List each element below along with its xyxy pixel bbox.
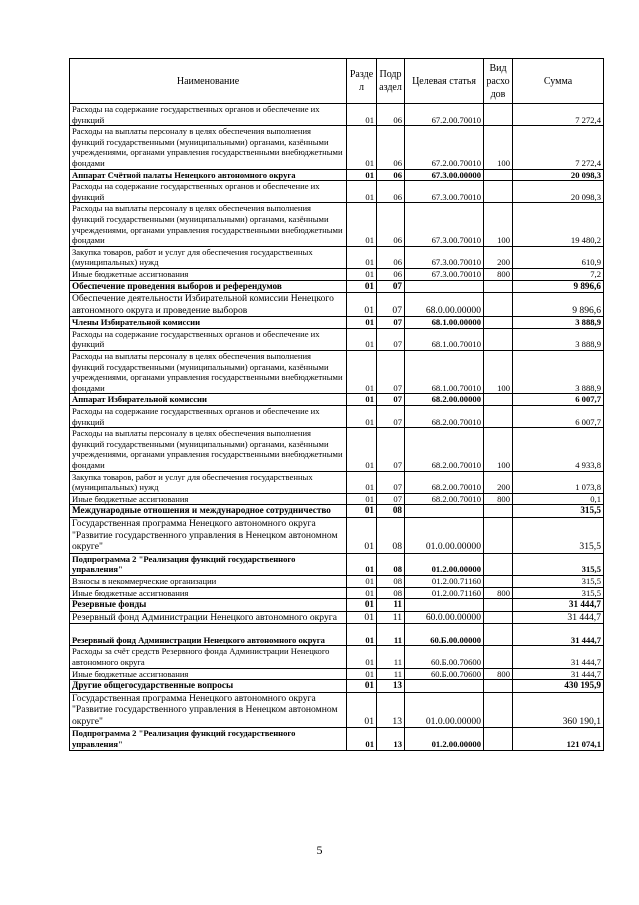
cell-podrazdel: 08 xyxy=(377,517,405,553)
cell-sum: 360 190,1 xyxy=(513,692,604,728)
cell-name: Иные бюджетные ассигнования xyxy=(70,668,347,680)
cell-vid xyxy=(484,517,513,553)
cell-sum: 7,2 xyxy=(513,268,604,280)
cell-sum: 430 195,9 xyxy=(513,680,604,693)
cell-vid xyxy=(484,169,513,181)
cell-podrazdel: 07 xyxy=(377,328,405,350)
cell-podrazdel: 06 xyxy=(377,203,405,246)
table-row xyxy=(70,428,604,471)
cell-sum: 121 074,1 xyxy=(513,728,604,750)
cell-name: Государственная программа Ненецкого автономного округа "Развитие государственного управления в Ненецком автономном округе" xyxy=(70,517,347,553)
cell-sum: 610,9 xyxy=(513,246,604,268)
table-row xyxy=(70,646,604,668)
cell-article: 60.Б.00.00000 xyxy=(405,624,484,646)
cell-sum: 0,1 xyxy=(513,493,604,505)
cell-name: Резервный фонд Администрации Ненецкого автономного округа xyxy=(70,624,347,646)
table-row xyxy=(70,611,604,624)
cell-name: Члены Избирательной комиссии xyxy=(70,317,347,329)
table-row xyxy=(70,104,604,126)
cell-name: Иные бюджетные ассигнования xyxy=(70,587,347,599)
cell-name: Резервный фонд Администрации Ненецкого автономного округа xyxy=(70,611,347,624)
cell-razdel: 01 xyxy=(347,692,377,728)
cell-sum: 315,5 xyxy=(513,575,604,587)
cell-podrazdel: 06 xyxy=(377,104,405,126)
cell-razdel: 01 xyxy=(347,181,377,203)
cell-razdel: 01 xyxy=(347,394,377,406)
cell-razdel: 01 xyxy=(347,246,377,268)
cell-razdel: 01 xyxy=(347,293,377,317)
table-row xyxy=(70,471,604,493)
cell-podrazdel: 08 xyxy=(377,505,405,518)
budget-table-sheet xyxy=(69,58,603,751)
cell-vid: 100 xyxy=(484,428,513,471)
cell-article: 67.3.00.70010 xyxy=(405,203,484,246)
cell-sum: 3 888,9 xyxy=(513,328,604,350)
header-name: Наименование xyxy=(70,59,347,104)
cell-name: Резервные фонды xyxy=(70,599,347,612)
table-row xyxy=(70,587,604,599)
cell-razdel: 01 xyxy=(347,203,377,246)
cell-razdel: 01 xyxy=(347,406,377,428)
cell-podrazdel: 07 xyxy=(377,493,405,505)
cell-sum: 7 272,4 xyxy=(513,126,604,169)
cell-podrazdel: 06 xyxy=(377,268,405,280)
cell-sum: 315,5 xyxy=(513,553,604,575)
cell-sum: 9 896,6 xyxy=(513,293,604,317)
cell-razdel: 01 xyxy=(347,611,377,624)
cell-article: 01.0.00.00000 xyxy=(405,517,484,553)
header-razdel: Разде л xyxy=(347,59,377,104)
cell-name: Подпрограмма 2 "Реализация функций государственного управления" xyxy=(70,728,347,750)
cell-vid xyxy=(484,317,513,329)
cell-sum: 3 888,9 xyxy=(513,351,604,394)
cell-vid xyxy=(484,280,513,293)
table-row xyxy=(70,728,604,750)
cell-article: 68.2.00.70010 xyxy=(405,406,484,428)
table-row xyxy=(70,268,604,280)
cell-article xyxy=(405,505,484,518)
table-row xyxy=(70,668,604,680)
cell-article: 68.1.00.00000 xyxy=(405,317,484,329)
cell-name: Международные отношения и международное сотрудничество xyxy=(70,505,347,518)
table-row xyxy=(70,280,604,293)
cell-vid xyxy=(484,394,513,406)
cell-vid xyxy=(484,611,513,624)
cell-article xyxy=(405,599,484,612)
cell-article: 67.3.00.70010 xyxy=(405,181,484,203)
table-header-row xyxy=(70,59,604,104)
cell-podrazdel: 06 xyxy=(377,126,405,169)
cell-article: 01.0.00.00000 xyxy=(405,692,484,728)
cell-podrazdel: 06 xyxy=(377,181,405,203)
cell-razdel: 01 xyxy=(347,646,377,668)
cell-vid: 800 xyxy=(484,268,513,280)
cell-article: 68.1.00.70010 xyxy=(405,328,484,350)
cell-razdel: 01 xyxy=(347,668,377,680)
table-row xyxy=(70,203,604,246)
cell-article: 01.2.00.71160 xyxy=(405,575,484,587)
cell-razdel: 01 xyxy=(347,268,377,280)
table-row xyxy=(70,351,604,394)
cell-podrazdel: 11 xyxy=(377,668,405,680)
cell-sum: 3 888,9 xyxy=(513,317,604,329)
cell-name: Обеспечение деятельности Избирательной комиссии Ненецкого автономного округа и проведение выборов xyxy=(70,293,347,317)
cell-razdel: 01 xyxy=(347,471,377,493)
table-row xyxy=(70,692,604,728)
table-row xyxy=(70,575,604,587)
cell-razdel: 01 xyxy=(347,599,377,612)
cell-vid: 100 xyxy=(484,203,513,246)
cell-razdel: 01 xyxy=(347,104,377,126)
cell-vid xyxy=(484,293,513,317)
cell-name: Расходы на содержание государственных органов и обеспечение их функций xyxy=(70,328,347,350)
cell-razdel: 01 xyxy=(347,328,377,350)
cell-name: Аппарат Избирательной комиссии xyxy=(70,394,347,406)
cell-podrazdel: 07 xyxy=(377,280,405,293)
cell-article xyxy=(405,680,484,693)
cell-vid xyxy=(484,599,513,612)
cell-sum: 31 444,7 xyxy=(513,611,604,624)
cell-name: Расходы на выплаты персоналу в целях обеспечения выполнения функций государственными (муниципальными) органами, казёнными учреждениями, органами управления государственными внебюджетными фондами xyxy=(70,203,347,246)
cell-vid: 200 xyxy=(484,471,513,493)
cell-name: Расходы на выплаты персоналу в целях обеспечения выполнения функций государственными (муниципальными) органами, казёнными учреждениями, органами управления государственными внебюджетными фондами xyxy=(70,351,347,394)
cell-podrazdel: 13 xyxy=(377,680,405,693)
cell-vid xyxy=(484,328,513,350)
cell-podrazdel: 11 xyxy=(377,624,405,646)
cell-sum: 20 098,3 xyxy=(513,169,604,181)
cell-vid xyxy=(484,646,513,668)
table-row xyxy=(70,406,604,428)
cell-name: Закупка товаров, работ и услуг для обеспечения государственных (муниципальных) нужд xyxy=(70,471,347,493)
cell-article: 68.2.00.00000 xyxy=(405,394,484,406)
cell-podrazdel: 08 xyxy=(377,587,405,599)
cell-sum: 315,5 xyxy=(513,505,604,518)
cell-sum: 1 073,8 xyxy=(513,471,604,493)
cell-name: Государственная программа Ненецкого автономного округа "Развитие государственного управления в Ненецком автономном округе" xyxy=(70,692,347,728)
cell-sum: 31 444,7 xyxy=(513,599,604,612)
table-row xyxy=(70,493,604,505)
cell-article: 68.2.00.70010 xyxy=(405,428,484,471)
cell-article: 67.3.00.00000 xyxy=(405,169,484,181)
cell-vid: 100 xyxy=(484,126,513,169)
table-row xyxy=(70,394,604,406)
cell-vid: 800 xyxy=(484,668,513,680)
cell-vid xyxy=(484,692,513,728)
cell-vid xyxy=(484,181,513,203)
cell-razdel: 01 xyxy=(347,575,377,587)
cell-vid xyxy=(484,104,513,126)
cell-razdel: 01 xyxy=(347,280,377,293)
header-vid: Вид расхо дов xyxy=(484,59,513,104)
cell-article: 01.2.00.00000 xyxy=(405,728,484,750)
cell-vid: 100 xyxy=(484,351,513,394)
cell-name: Другие общегосударственные вопросы xyxy=(70,680,347,693)
cell-sum: 9 896,6 xyxy=(513,280,604,293)
table-row xyxy=(70,126,604,169)
header-podrazdel: Подр аздел xyxy=(377,59,405,104)
cell-name: Закупка товаров, работ и услуг для обеспечения государственных (муниципальных) нужд xyxy=(70,246,347,268)
cell-podrazdel: 11 xyxy=(377,611,405,624)
cell-podrazdel: 07 xyxy=(377,293,405,317)
cell-razdel: 01 xyxy=(347,680,377,693)
cell-sum: 19 480,2 xyxy=(513,203,604,246)
table-row xyxy=(70,624,604,646)
cell-razdel: 01 xyxy=(347,587,377,599)
cell-razdel: 01 xyxy=(347,351,377,394)
cell-article: 68.2.00.70010 xyxy=(405,493,484,505)
table-row xyxy=(70,680,604,693)
table-row xyxy=(70,246,604,268)
table-row xyxy=(70,553,604,575)
cell-name: Взносы в некоммерческие организации xyxy=(70,575,347,587)
cell-name: Расходы на содержание государственных органов и обеспечение их функций xyxy=(70,406,347,428)
cell-razdel: 01 xyxy=(347,428,377,471)
cell-name: Иные бюджетные ассигнования xyxy=(70,268,347,280)
cell-vid xyxy=(484,575,513,587)
table-row xyxy=(70,169,604,181)
cell-podrazdel: 08 xyxy=(377,553,405,575)
cell-razdel: 01 xyxy=(347,169,377,181)
cell-podrazdel: 06 xyxy=(377,246,405,268)
cell-article: 67.3.00.70010 xyxy=(405,268,484,280)
cell-article xyxy=(405,280,484,293)
cell-podrazdel: 07 xyxy=(377,317,405,329)
cell-podrazdel: 07 xyxy=(377,406,405,428)
cell-article: 68.0.00.00000 xyxy=(405,293,484,317)
cell-podrazdel: 11 xyxy=(377,646,405,668)
cell-sum: 4 933,8 xyxy=(513,428,604,471)
cell-article: 67.3.00.70010 xyxy=(405,246,484,268)
cell-razdel: 01 xyxy=(347,553,377,575)
cell-article: 60.Б.00.70600 xyxy=(405,646,484,668)
cell-name: Расходы на выплаты персоналу в целях обеспечения выполнения функций государственными (муниципальными) органами, казёнными учреждениями, органами управления государственными внебюджетными фондами xyxy=(70,428,347,471)
cell-article: 60.Б.00.70600 xyxy=(405,668,484,680)
table-row xyxy=(70,505,604,518)
cell-vid xyxy=(484,406,513,428)
cell-razdel: 01 xyxy=(347,624,377,646)
cell-article: 01.2.00.00000 xyxy=(405,553,484,575)
cell-podrazdel: 08 xyxy=(377,575,405,587)
header-article: Целевая статья xyxy=(405,59,484,104)
cell-podrazdel: 13 xyxy=(377,692,405,728)
cell-article: 68.2.00.70010 xyxy=(405,471,484,493)
cell-vid xyxy=(484,553,513,575)
table-row xyxy=(70,599,604,612)
table-body xyxy=(70,104,604,751)
cell-name: Расходы за счёт средств Резервного фонда Администрации Ненецкого автономного округа xyxy=(70,646,347,668)
cell-name: Расходы на содержание государственных органов и обеспечение их функций xyxy=(70,181,347,203)
cell-article: 67.2.00.70010 xyxy=(405,104,484,126)
cell-article: 01.2.00.71160 xyxy=(405,587,484,599)
header-sum: Сумма xyxy=(513,59,604,104)
table-row xyxy=(70,317,604,329)
cell-vid: 800 xyxy=(484,587,513,599)
table-row xyxy=(70,328,604,350)
cell-article: 60.0.00.00000 xyxy=(405,611,484,624)
cell-podrazdel: 07 xyxy=(377,394,405,406)
budget-table xyxy=(69,58,604,751)
cell-sum: 6 007,7 xyxy=(513,394,604,406)
cell-vid: 800 xyxy=(484,493,513,505)
cell-podrazdel: 13 xyxy=(377,728,405,750)
cell-vid xyxy=(484,680,513,693)
cell-name: Расходы на содержание государственных органов и обеспечение их функций xyxy=(70,104,347,126)
cell-razdel: 01 xyxy=(347,317,377,329)
cell-razdel: 01 xyxy=(347,493,377,505)
table-row xyxy=(70,181,604,203)
cell-vid: 200 xyxy=(484,246,513,268)
cell-podrazdel: 07 xyxy=(377,351,405,394)
table-row xyxy=(70,293,604,317)
cell-vid xyxy=(484,624,513,646)
cell-sum: 20 098,3 xyxy=(513,181,604,203)
cell-podrazdel: 07 xyxy=(377,471,405,493)
cell-sum: 315,5 xyxy=(513,517,604,553)
cell-podrazdel: 06 xyxy=(377,169,405,181)
cell-name: Обеспечение проведения выборов и референдумов xyxy=(70,280,347,293)
cell-name: Расходы на выплаты персоналу в целях обеспечения выполнения функций государственными (муниципальными) органами, казёнными учреждениями, органами управления государственными внебюджетными фондами xyxy=(70,126,347,169)
cell-sum: 7 272,4 xyxy=(513,104,604,126)
cell-vid xyxy=(484,728,513,750)
cell-razdel: 01 xyxy=(347,505,377,518)
cell-sum: 6 007,7 xyxy=(513,406,604,428)
cell-sum: 31 444,7 xyxy=(513,668,604,680)
cell-razdel: 01 xyxy=(347,517,377,553)
cell-name: Подпрограмма 2 "Реализация функций государственного управления" xyxy=(70,553,347,575)
cell-podrazdel: 07 xyxy=(377,428,405,471)
cell-razdel: 01 xyxy=(347,126,377,169)
cell-razdel: 01 xyxy=(347,728,377,750)
cell-sum: 31 444,7 xyxy=(513,624,604,646)
page-number: 5 xyxy=(316,843,323,857)
cell-sum: 31 444,7 xyxy=(513,646,604,668)
table-row xyxy=(70,517,604,553)
cell-podrazdel: 11 xyxy=(377,599,405,612)
cell-name: Иные бюджетные ассигнования xyxy=(70,493,347,505)
cell-article: 67.2.00.70010 xyxy=(405,126,484,169)
cell-vid xyxy=(484,505,513,518)
cell-article: 68.1.00.70010 xyxy=(405,351,484,394)
cell-name: Аппарат Счётной палаты Ненецкого автономного округа xyxy=(70,169,347,181)
cell-sum: 315,5 xyxy=(513,587,604,599)
